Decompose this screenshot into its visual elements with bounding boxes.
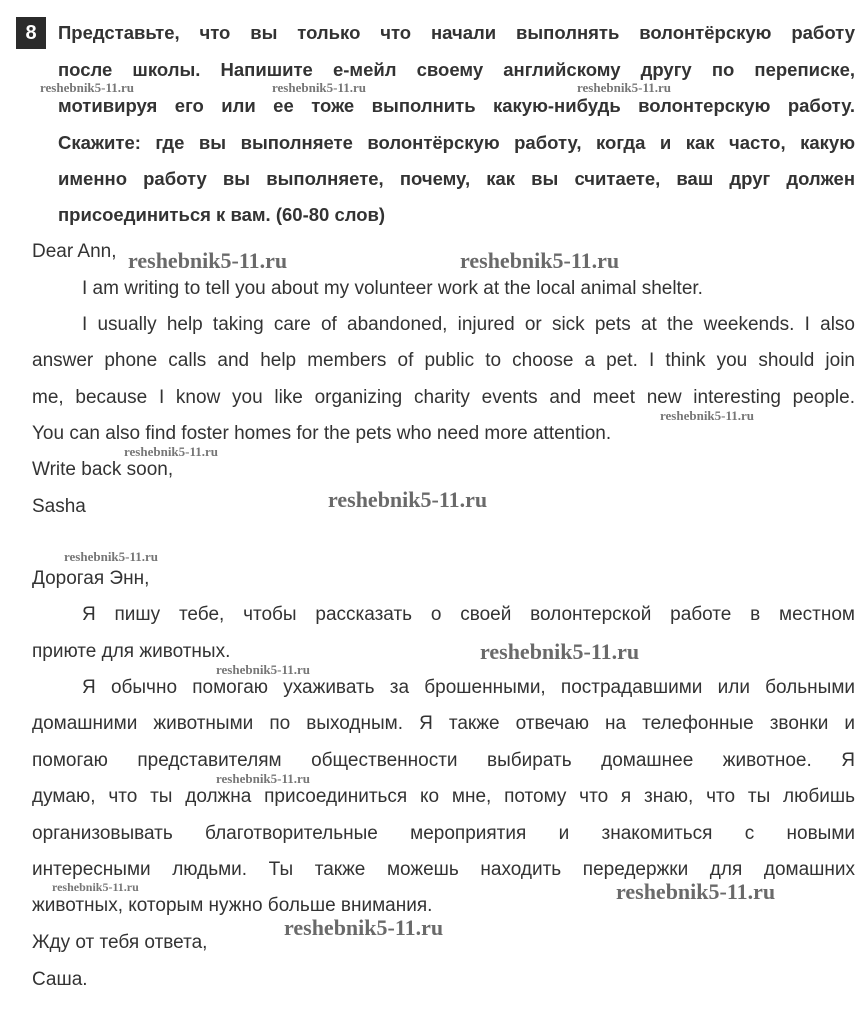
watermark: reshebnik5-11.ru xyxy=(124,444,219,459)
letter-line: домашними животными по выходным. Я также отвечаю на телефонные звонки и xyxy=(32,713,855,734)
letter-line: животных, которым нужно больше внимания. xyxy=(32,895,433,916)
letter-line: Я обычно помогаю ухаживать за брошенными, пострадавшими или больными xyxy=(82,677,855,698)
letter-line: интересными людьми. Ты также можешь находить передержки для домашних xyxy=(32,859,855,880)
task-text-line: мотивируя его или ее тоже выполнить какую-нибудь волонтерскую работу. xyxy=(58,95,855,116)
task-number-badge: 8 xyxy=(16,17,46,49)
letter-line: Я пишу тебе, чтобы рассказать о своей волонтерской работе в местном xyxy=(82,604,855,625)
letter-line: I am writing to tell you about my volunteer work at the local animal shelter. xyxy=(82,278,703,299)
watermark: reshebnik5-11.ru xyxy=(460,248,620,273)
letter-line: me, because I know you like organizing charity events and meet new interesting people. xyxy=(32,387,855,408)
letter-line: помогаю представителям общественности выбирать домашнее животное. Я xyxy=(32,750,855,771)
task-text-line: Скажите: где вы выполняете волонтёрскую работу, когда и как часто, какую xyxy=(58,132,855,153)
task-text-line: присоединиться к вам. (60-80 слов) xyxy=(58,204,386,225)
watermark: reshebnik5-11.ru xyxy=(64,549,159,564)
watermark: reshebnik5-11.ru xyxy=(480,639,640,664)
watermark: reshebnik5-11.ru xyxy=(216,662,311,677)
letter-signature: Саша. xyxy=(32,969,88,990)
letter-signature: Sasha xyxy=(32,496,86,517)
task-text-line: после школы. Напишите е-мейл своему английскому другу по переписке, xyxy=(58,59,855,80)
letter-line: I usually help taking care of abandoned, injured or sick pets at the weekends. I also xyxy=(82,314,855,335)
letter-line: You can also find foster homes for the pets who need more attention. xyxy=(32,423,612,444)
task-text-line: Представьте, что вы только что начали выполнять волонтёрскую работу xyxy=(58,22,855,43)
letter-line: думаю, что ты должна присоединиться ко мне, потому что я знаю, что ты любишь xyxy=(32,786,855,807)
letter-line: приюте для животных. xyxy=(32,641,231,662)
letter-greeting: Dear Ann, xyxy=(32,241,117,262)
letter-line: организовывать благотворительные мероприятия и знакомиться с новыми xyxy=(32,823,855,844)
watermark: reshebnik5-11.ru xyxy=(284,915,444,940)
task-text-line: именно работу вы выполняете, почему, как вы считаете, ваш друг должен xyxy=(58,168,855,189)
watermark: reshebnik5-11.ru xyxy=(577,80,672,95)
letter-line: answer phone calls and help members of public to choose a pet. I think you should join xyxy=(32,350,855,371)
watermark: reshebnik5-11.ru xyxy=(660,408,755,423)
watermark: reshebnik5-11.ru xyxy=(328,487,488,512)
letter-closing: Write back soon, xyxy=(32,459,174,480)
watermark: reshebnik5-11.ru xyxy=(40,80,135,95)
watermark: reshebnik5-11.ru xyxy=(216,771,311,786)
watermark: reshebnik5-11.ru xyxy=(52,880,139,894)
watermark: reshebnik5-11.ru xyxy=(616,879,776,904)
watermark: reshebnik5-11.ru xyxy=(272,80,367,95)
letter-closing: Жду от тебя ответа, xyxy=(32,932,208,953)
watermark: reshebnik5-11.ru xyxy=(128,248,288,273)
letter-greeting: Дорогая Энн, xyxy=(32,568,150,589)
